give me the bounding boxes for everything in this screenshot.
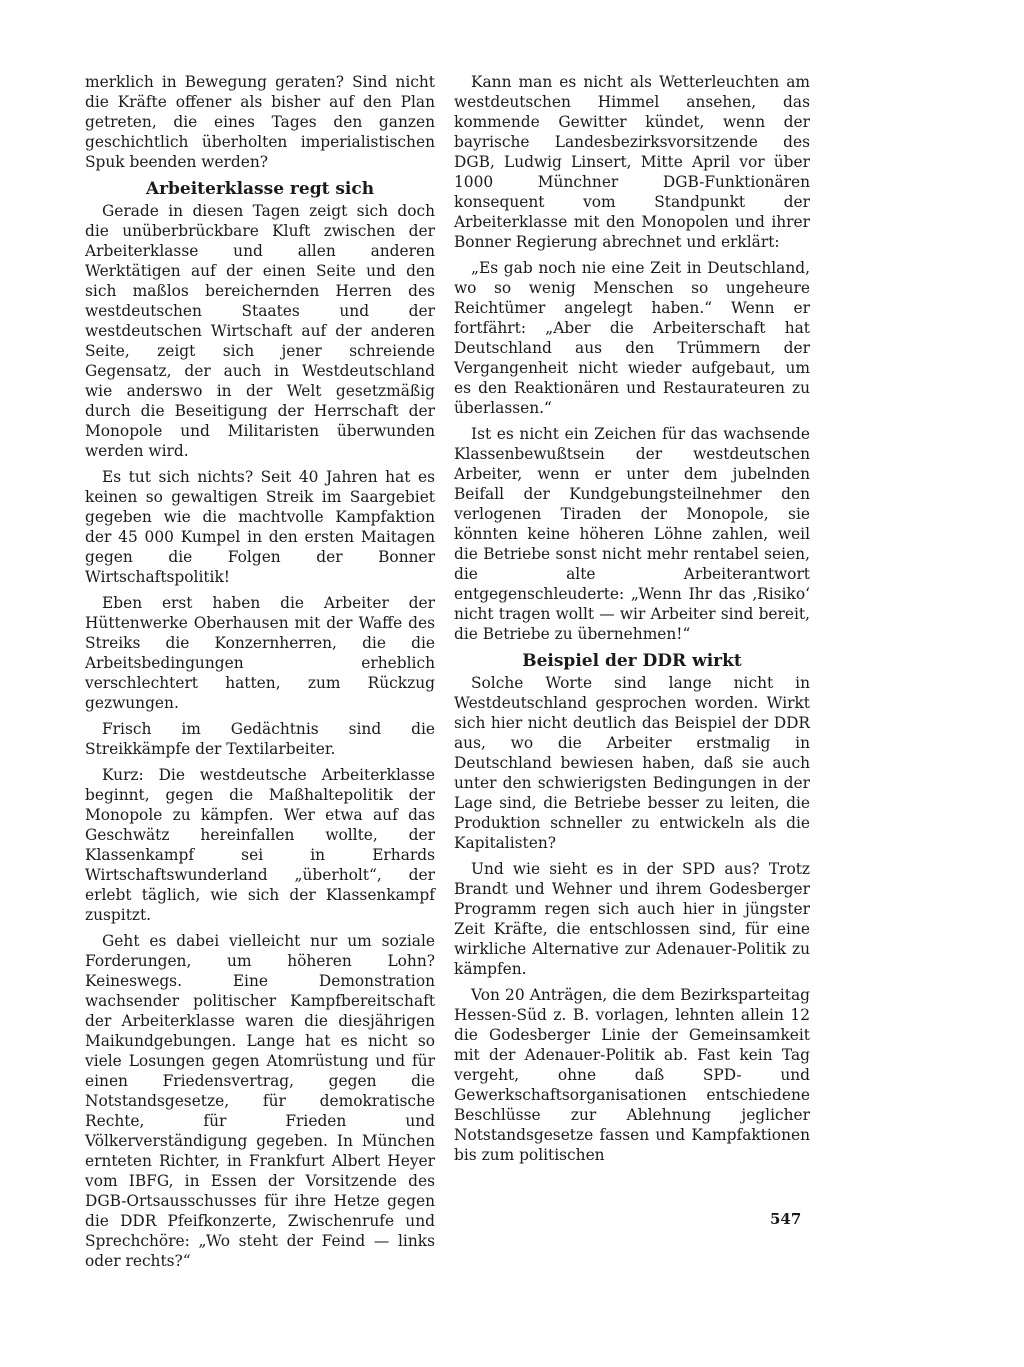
paragraph: Und wie sieht es in der SPD aus? Trotz Brandt und Wehner und ihrem Godesberger Programm regen sich auch hier in jüngster Zeit Kräfte, die entschlossen sind, für eine wirkliche Alternative zur Adenauer-Politik zu kämpfen. — [454, 860, 810, 978]
left-column — [85, 72, 435, 1271]
page-number: 547 — [770, 1210, 802, 1228]
paragraph: Kurz: Die westdeutsche Arbeiterklasse beginnt, gegen die Maßhaltepolitik der Monopole zu kämpfen. Wer etwa auf das Geschwätz hereinfallen wollte, der Klassenkampf sei in Erhards Wirtschaftswunderland „überholt“, der erlebt täglich, wie sich der Klassenkampf zuspitzt. — [85, 766, 435, 924]
paragraph: Es tut sich nichts? Seit 40 Jahren hat es keinen so gewaltigen Streik im Saargebiet gegeben wie die machtvolle Kampfaktion der 45 000 Kumpel in den ersten Maitagen gegen die Folgen der Bonner Wirtschaftspolitik! — [85, 468, 435, 586]
section-heading: Arbeiterklasse regt sich — [145, 179, 375, 199]
paragraph: „Es gab noch nie eine Zeit in Deutschland, wo so wenig Menschen so ungeheure Reichtümer angelegt haben.“ Wenn er fortfährt: „Aber die Arbeiterschaft hat Deutschland aus den Trümmern der Vergangenheit nicht wieder aufgebaut, um es den Reaktionären und Restaurateuren zu überlassen.“ — [454, 259, 810, 417]
paragraph: Frisch im Gedächtnis sind die Streikkämpfe der Textilarbeiter. — [85, 720, 435, 758]
paragraph: Eben erst haben die Arbeiter der Hüttenwerke Oberhausen mit der Waffe des Streiks die Konzernherren, die die Arbeitsbedingungen erheblich verschlechtert hatten, zum Rückzug gezwungen. — [85, 594, 435, 712]
paragraph: Ist es nicht ein Zeichen für das wachsende Klassenbewußtsein der westdeutschen Arbeiter, wenn er unter dem jubelnden Beifall der Kundgebungsteilnehmer den verlogenen Tiraden der Monopole, sie könnten keine höheren Löhne zahlen, weil die Betriebe sonst nicht mehr rentabel seien, die alte Arbeiterantwort entgegenschleuderte: „Wenn Ihr das ‚Risiko‘ nicht tragen wollt — wir Arbeiter sind bereit, die Betriebe zu übernehmen!“ — [454, 425, 810, 643]
section-heading: Beispiel der DDR wirkt — [522, 651, 742, 671]
right-column — [454, 72, 810, 1165]
paragraph: Von 20 Anträgen, die dem Bezirksparteitag Hessen-Süd z. B. vorlagen, lehnten allein 12 die Godesberger Linie der Gemeinsamkeit mit der Adenauer-Politik ab. Fast kein Tag vergeht, ohne daß SPD- und Gewerkschaftsorganisationen entschiedene Beschlüsse zur Ablehnung jeglicher Notstandsgesetze fassen und Kampfaktionen bis zum politischen — [454, 986, 810, 1164]
paragraph: Solche Worte sind lange nicht in Westdeutschland gesprochen worden. Wirkt sich hier nicht deutlich das Beispiel der DDR aus, wo die Arbeiter erstmalig in Deutschland bewiesen haben, daß sie auch unter den schwierigsten Bedingungen in der Lage sind, die Betriebe besser zu leiten, die Produktion schneller zu entwickeln als die Kapitalisten? — [454, 674, 810, 852]
paragraph: merklich in Bewegung geraten? Sind nicht die Kräfte offener als bisher auf den Plan getreten, die eines Tages den ganzen geschichtlich überholten imperialistischen Spuk beenden werden? — [85, 73, 435, 171]
paragraph: Kann man es nicht als Wetterleuchten am westdeutschen Himmel ansehen, das kommende Gewitter kündet, wenn der bayrische Landesbezirksvorsitzende des DGB, Ludwig Linsert, Mitte April vor über 1000 Münchner DGB-Funktionären konsequent vom Standpunkt der Arbeiterklasse mit den Monopolen und ihrer Bonner Regierung abrechnet und erklärt: — [454, 73, 810, 251]
paragraph: Geht es dabei vielleicht nur um soziale Forderungen, um höheren Lohn? Keineswegs. Eine Demonstration wachsender politischer Kampfbereitschaft der Arbeiterklasse waren die diesjährigen Maikundgebungen. Lange hat es nicht so viele Losungen gegen Atomrüstung und für einen Friedensvertrag, gegen die Notstandsgesetze, für demokratische Rechte, für Frieden und Völkerverständigung gegeben. In München ernteten Richter, in Frankfurt Albert Heyer vom IBFG, in Essen der Vorsitzende des DGB-Ortsausschusses für ihre Hetze gegen die DDR Pfeifkonzerte, Zwischenrufe und Sprechchöre: „Wo steht der Feind — links oder rechts?“ — [85, 932, 435, 1270]
paragraph: Gerade in diesen Tagen zeigt sich doch die unüberbrückbare Kluft zwischen der Arbeiterklasse und allen anderen Werktätigen auf der einen Seite und den sich maßlos bereichernden Herren des westdeutschen Staates und der westdeutschen Wirtschaft auf der anderen Seite, zeigt sich jener schreiende Gegensatz, der auch in Westdeutschland wie anderswo in der Welt gesetzmäßig durch die Beseitigung der Herrschaft der Monopole und Militaristen überwunden werden wird. — [85, 202, 435, 460]
